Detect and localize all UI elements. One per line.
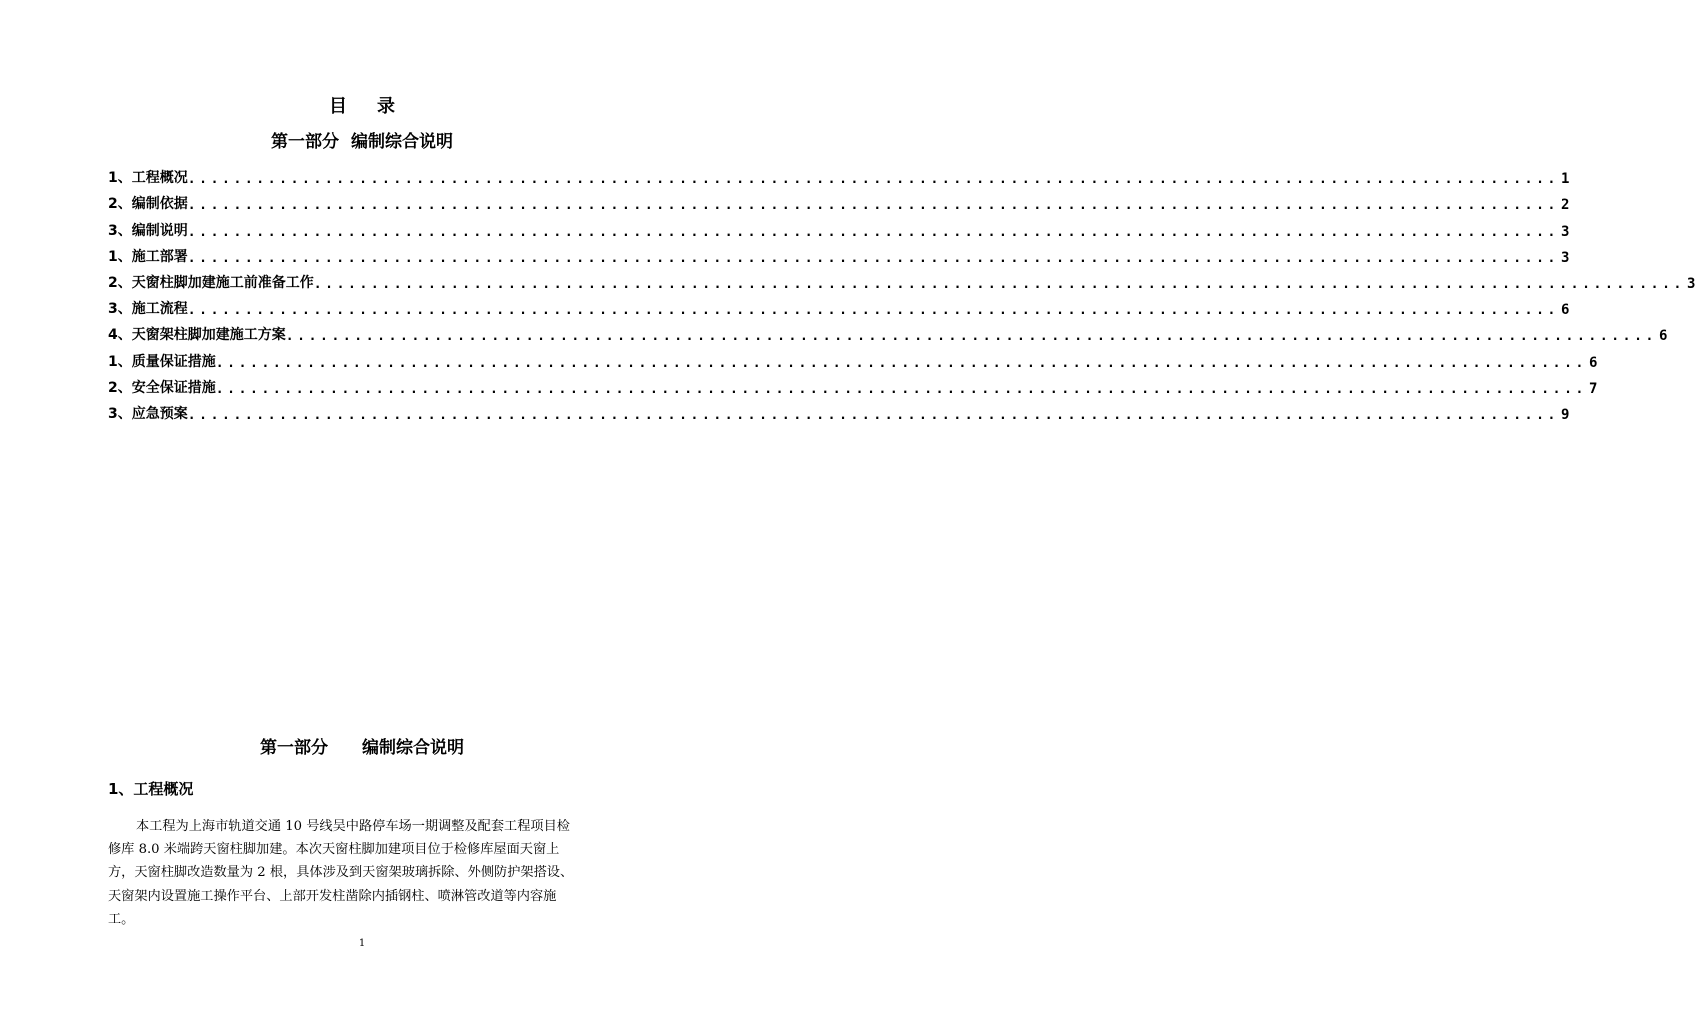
toc-leader-dots: ........................................................................................................................: [187, 224, 1559, 240]
toc-entry-page: 3: [1560, 249, 1570, 266]
toc-entry-label: 1、工程概况: [108, 170, 188, 187]
paragraph-line: 方，天窗柱脚改造数量为 2 根，具体涉及到天窗架玻璃拆除、外侧防护架搭设、: [108, 865, 574, 881]
toc-leader-dots: ........................................................................................................................: [313, 276, 1685, 292]
toc-leader-dots: ........................................................................................................................: [187, 407, 1559, 423]
toc-leader-dots: ........................................................................................................................: [187, 198, 1559, 214]
toc-entry[interactable]: [108, 371, 1598, 397]
toc-leader-dots: ........................................................................................................................: [187, 250, 1559, 266]
toc-entry-page: 3: [1686, 275, 1695, 292]
toc-entry-label: 2、安全保证措施: [108, 379, 216, 396]
toc-subtitle-name: 编制综合说明: [351, 132, 453, 152]
toc-subtitle-part: 第一部分: [271, 132, 339, 152]
toc-leader-dots: ........................................................................................................................: [215, 355, 1587, 371]
toc-entry[interactable]: [108, 213, 1570, 240]
page-number: 1: [358, 938, 366, 949]
toc-leader-dots: ........................................................................................................................: [187, 303, 1559, 319]
toc-entry[interactable]: [108, 397, 1570, 423]
toc-entry-label: 3、编制说明: [108, 222, 188, 239]
part-heading-name: 编制综合说明: [362, 738, 464, 758]
toc-entry-page: 2: [1560, 197, 1570, 214]
toc-entry[interactable]: [108, 161, 1570, 188]
toc-entry-label: 1、施工部署: [108, 248, 188, 265]
toc-list: [108, 161, 1695, 423]
toc-entry-page: 7: [1588, 380, 1598, 397]
toc-leader-dots: ........................................................................................................................: [285, 329, 1657, 345]
toc-leader-dots: ........................................................................................................................: [215, 381, 1587, 397]
toc-leader-dots: ........................................................................................................................: [187, 172, 1559, 188]
toc-entry-label: 2、编制依据: [108, 196, 188, 213]
toc-entry-page: 1: [1560, 171, 1570, 188]
toc-subtitle: [0, 127, 724, 152]
part-heading: [0, 733, 724, 758]
toc-entry-label: 4、天窗架柱脚加建施工方案: [108, 327, 286, 344]
toc-entry-page: 9: [1560, 406, 1570, 423]
part-heading-label: 第一部分: [260, 738, 328, 758]
paragraph-line: 修库 8.0 米端跨天窗柱脚加建。本次天窗柱脚加建项目位于检修库屋面天窗上: [108, 842, 560, 858]
toc-entry[interactable]: [108, 240, 1570, 266]
toc-entry[interactable]: [108, 292, 1570, 319]
toc-entry-page: 6: [1588, 354, 1598, 371]
toc-entry-label: 1、质量保证措施: [108, 353, 216, 370]
toc-entry-page: 6: [1658, 328, 1668, 345]
toc-entry-page: 3: [1560, 223, 1570, 240]
paragraph-line: 本工程为上海市轨道交通 10 号线吴中路停车场一期调整及配套工程项目检: [136, 819, 570, 834]
toc-entry-label: 2、天窗柱脚加建施工前准备工作: [108, 274, 314, 291]
toc-entry[interactable]: [108, 187, 1570, 214]
toc-entry[interactable]: [108, 266, 1695, 292]
toc-title-left: 目: [329, 96, 347, 117]
toc-entry[interactable]: [108, 318, 1668, 345]
toc-entry-label: 3、施工流程: [108, 301, 188, 318]
toc-entry-label: 3、应急预案: [108, 405, 188, 422]
toc-entry-page: 6: [1560, 302, 1570, 319]
section-heading: 1、工程概况: [108, 780, 194, 798]
toc-title: [0, 92, 724, 118]
paragraph-line: 天窗架内设置施工操作平台、上部开发柱凿除内插钢柱、喷淋管改道等内容施: [108, 888, 557, 904]
toc-title-right: 录: [377, 96, 395, 117]
paragraph-line: 工。: [108, 911, 135, 927]
body-paragraph: [108, 815, 618, 931]
toc-entry[interactable]: [108, 344, 1598, 371]
